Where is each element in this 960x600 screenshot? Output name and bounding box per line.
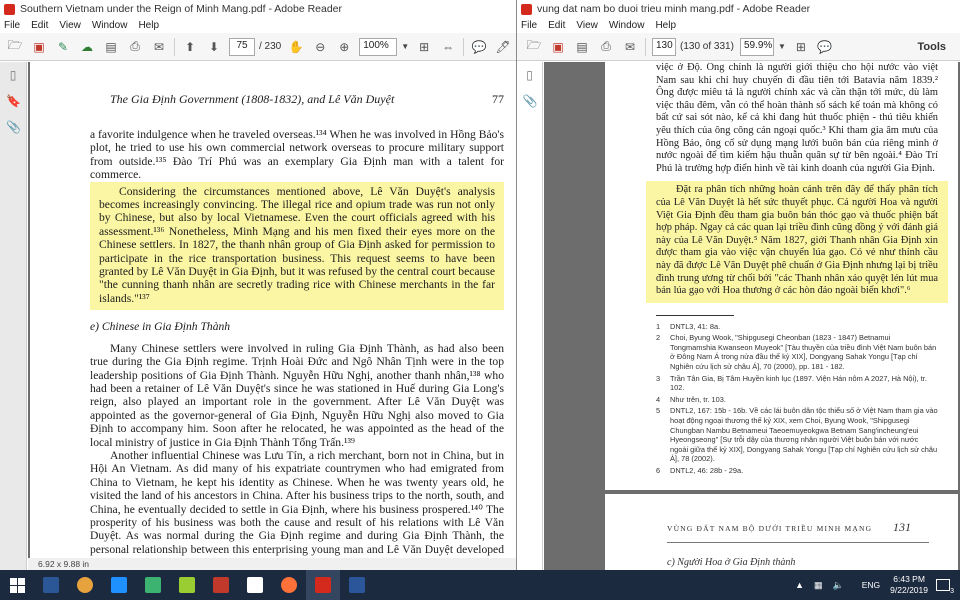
bookmarks-icon[interactable]: 🔖 [6,94,21,108]
right-window-title: vung dat nam bo duoi trieu minh mang.pdf - Adobe Reader [537,3,811,15]
app-icon[interactable] [34,570,68,600]
page-size-status: 6.92 x 9.88 in [28,558,517,570]
tools-button[interactable]: Tools [917,40,946,53]
menu-edit[interactable]: Edit [31,20,49,31]
volume-icon[interactable]: 🔈 [832,579,844,590]
page-total: / 230 [259,41,282,52]
windows-logo-icon [10,578,25,593]
zoom-input[interactable]: 59.9% [740,38,774,56]
time: 6:43 PM [893,574,925,584]
running-head: VÙNG ĐẤT NAM BỘ DƯỚI TRIỀU MINH MẠNG [667,524,873,533]
page-body [656,62,938,478]
running-head [110,92,504,107]
email-icon[interactable]: ✉ [153,39,165,54]
toolbar-divider [463,38,464,56]
right-titlebar[interactable] [517,0,960,18]
print-icon[interactable]: ⎙ [130,39,140,53]
footnote: 4 Như trên, tr. 103. [656,394,726,404]
app-icon[interactable] [136,570,170,600]
page-number: 131 [893,520,911,534]
hand-tool-icon[interactable]: ✋ [288,39,304,54]
left-menubar [0,18,516,33]
zoom-in-icon[interactable]: ⊕ [339,39,350,54]
adobe-icon [213,577,229,593]
firefox-icon[interactable] [272,570,306,600]
app-icon[interactable] [238,570,272,600]
save-icon[interactable]: ▤ [105,39,117,54]
footnote: 1 DNTL3, 41: 8a. [656,321,721,331]
highlight-icon[interactable]: 🖊 [495,39,511,54]
footnote: 2 Choi, Byung Wook, "Shipgusegi Cheonban (1823 - 1847) Betnamui Tongmamshia Kwanseon Muyeok" [Tàu thuyền của triều đình Việt Nam buôn bán ở Đông Nam Á trong nửa đầu thế kỷ XIX], Dongyang Sahak Yongu [Tạp chí Nghiên cứu lịch sử châu Á], 70 (2000), pp. 181 - 182. [656,333,937,372]
show-hidden-icons-icon[interactable]: ▲ [795,580,805,590]
header-rule [667,542,929,543]
highlighted-paragraph: Đặt ra phân tích những hoàn cảnh trên đây để thấy phân tích của Lê Văn Duyệt là hết sức thuyết phục. Cả người Hoa và người Việt Gia Định đều tham gia buôn bán thóc gạo và thuốc phiện bất hợp pháp. Ngay cả các quan lại triều đình cũng đồng ý với đánh giá này của Lê Văn Duyệt.⁵ Năm 1827, giới Thanh nhân Gia Định xin được tham gia vào việc vận chuyển lúa gạo. Có vẻ như thỉnh cầu này đã được Lê Văn Duyệt phê chuẩn ở Gia Định nhưng lại bị triều đình trung ương từ chối bởi "các Thanh nhân xảo quyệt lén lút mua bán lúa gạo với Hoa thương ở các hòn đảo ngoài biển khơi".⁶ [646,181,948,302]
email-icon[interactable]: ✉ [624,39,636,54]
notification-icon[interactable] [936,579,954,595]
right-navigation-pane [517,62,543,570]
pdf-page-77 [30,62,516,570]
previous-page-icon[interactable]: ⬆ [184,39,196,54]
open-folder-icon[interactable]: 🗁 [526,38,542,52]
language-indicator[interactable]: ENG [861,580,881,590]
attachments-icon[interactable]: 📎 [522,94,538,108]
word-icon[interactable] [340,570,374,600]
edit-icon[interactable]: ✎ [57,39,69,54]
menu-help[interactable]: Help [138,20,160,31]
system-tray [795,570,960,600]
page-body [90,128,504,570]
zoom-input[interactable]: 100% [359,38,397,56]
attachments-icon[interactable]: 📎 [6,120,21,134]
network-icon[interactable]: ▦ [814,579,823,590]
menu-view[interactable]: View [576,20,598,31]
notification-count: 3 [950,588,954,595]
adobe-reader-taskbar-icon[interactable] [306,570,340,600]
create-pdf-icon[interactable]: ▣ [33,39,45,54]
print-icon[interactable]: ⎙ [601,39,611,53]
file-icon [247,577,263,593]
cloud-upload-icon[interactable]: ☁ [81,39,93,54]
comment-icon[interactable]: 💬 [817,39,833,54]
clock[interactable] [890,574,928,596]
vs-icon [43,577,59,593]
menu-window[interactable]: Window [608,20,645,31]
pdf-page-131 [605,494,958,570]
toolbar-divider [174,38,175,56]
footnote: 5 DNTL2, 167: 15b - 16b. Về các lái buôn dân tộc thiểu số ở Việt Nam tham gia vào hoạt động ngoại thương thế kỷ XIX, xem Choi, Byung Wook, "Shipgusegi Chungban Nambu Betnameui Taeoemuyeokgwa Betnam Sang'incheung'eui Hyeongseong" [Sự trỗi dậy của thương nhân người Việt buôn bán với nước ngoài giữa thế kỷ XIX], Dongyang Sahak Yongu [Tạp chí Nghiên cứu lịch sử châu Á], 78 (2002). [656,406,938,464]
app-icon-blue [111,577,127,593]
app-icon-green [145,577,161,593]
right-document-area [544,62,960,570]
footnote-rule [656,315,734,316]
fit-page-icon[interactable]: ⊞ [419,39,430,54]
page-info: (130 of 331) [680,41,734,52]
adobe-reader-icon [521,4,532,15]
toolbar-divider [645,38,646,56]
right-reader-window [517,0,960,570]
create-pdf-icon[interactable]: ▣ [552,39,564,54]
menu-view[interactable]: View [59,20,81,31]
zoom-out-icon[interactable]: ⊖ [315,39,326,54]
paragraph: Another influential Chinese was Lưu Tín, a rich merchant, born not in China, but in Hội An Vietnam. As did many of his expatriate countrymen who had emigrated from China to Vietnam, he kept his identity as Chinese. When he was twenty years old, he visited the land of his ancestors in China. After his business trips to the north, south, and China, he eventually decided to settle in Gia Định, where his business prospered.¹⁴⁰ The prosperity of his business was both the cause and result of his relations with Lê Văn Duyệt. As was normal during the Gia Định regime and during Gia Định Thành, the personal relationship between this enterprising young man and Lê Văn Duyệt developed [90,448,504,556]
zoom-dropdown-icon[interactable]: ▼ [777,42,786,51]
open-folder-icon[interactable]: 🗁 [7,38,23,52]
footnote: 6 DNTL2, 46: 28b - 29a. [656,466,744,475]
adobe-reader-icon [4,4,15,15]
app-icon-lime [179,577,195,593]
page-thumbnails-icon[interactable]: ▯ [526,68,533,82]
menu-window[interactable]: Window [91,20,128,31]
windows-taskbar [0,570,960,600]
left-navigation-pane [0,62,27,570]
left-toolbar [0,33,516,61]
menu-help[interactable]: Help [655,20,677,31]
app-icon[interactable] [68,570,102,600]
app-icon[interactable] [102,570,136,600]
right-menubar [517,18,960,33]
left-window-title: Southern Vietnam under the Reign of Minh Mang.pdf - Adobe Reader [20,3,343,15]
save-icon[interactable]: ▤ [576,39,588,54]
app-icon[interactable] [204,570,238,600]
paragraph: a favorite indulgence when he traveled overseas.¹³⁴ When he was involved in Hồng Bảo's plot, he tried to use his own commercial network overseas to procure military support from outside.¹³⁵ Đào Trí Phú was an exemplary Gia Định man with a talent for commerce. [90,128,505,182]
footnote: 3 Trần Tân Gia, Bị Tâm Huyền kinh lục (1897. Viện Hán nôm A 2027, Hà Nội), tr. 102. [656,373,927,393]
page-number-input[interactable]: 75 [229,38,255,56]
next-page-icon[interactable]: ⬇ [208,39,220,54]
highlighted-paragraph: Considering the circumstances mentioned above, Lê Văn Duyệt's analysis becomes increasingly convincing. The illegal rice and opium trade was run not only by Chinese, but also by local Vietnamese. Even the court officials agreed with his assessment.¹³⁶ Nonetheless, Minh Mạng and his men fixed their eyes more on the Chinese settlers. In 1827, the thanh nhân group of Gia Định asked for permission to participate in the rice transportation business. This request seems to have been granted by Lê Văn Duyệt in Gia Định, but it was refused by the central court because "the cunning thanh nhân are secretly trading rice with Chinese merchants in the far islands."¹³⁷ [90,182,504,311]
fit-width-icon[interactable]: ⇔ [442,39,455,54]
page-thumbnails-icon[interactable]: ▯ [9,68,17,82]
fit-page-icon[interactable]: ⊞ [795,39,806,54]
zoom-dropdown-icon[interactable]: ▼ [401,42,410,51]
running-head-text: The Gia Định Government (1808-1832), and Lê Văn Duyệt [110,92,395,106]
left-document-area [28,62,516,570]
section-heading: e) Chinese in Gia Định Thành [90,320,231,334]
menu-file[interactable]: File [521,20,538,31]
paragraph: Many Chinese settlers were involved in ruling Gia Định Thành, as had also been true during the Gia Định regime. Trịnh Hoài Đức and Ngô Nhân Tịnh were in the top leadership positions of Gia Định Thành. Nguyễn Hữu Nghị, another thanh nhân,¹³⁸ who had been a retainer of Lê Văn Duyệt's since he was stationed in Huế during Gia Long's reign, also played an important role in the government. After Lê Văn Duyệt was appointed as the governor-general of Gia Định, Nguyễn Hữu Nghị also moved to Gia Định to accompany him. Soon after he relocated, he was appointed as the head of the local ministry of justice in Gia Định Thành Tổng Trấn.¹³⁹ [90,341,504,449]
media-icon [77,577,93,593]
left-titlebar[interactable] [0,0,516,18]
pdf-page-130 [605,62,958,490]
start-button[interactable] [0,570,34,600]
page-number: 77 [492,92,504,106]
section-heading: c) Người Hoa ở Gia Định thành [667,557,796,568]
app-icon[interactable] [170,570,204,600]
page-number-input[interactable]: 130 [652,38,676,56]
date: 9/22/2019 [890,585,928,595]
menu-edit[interactable]: Edit [548,20,566,31]
right-toolbar [517,33,960,61]
menu-file[interactable]: File [4,20,21,31]
comment-icon[interactable]: 💬 [471,39,487,54]
paragraph: việc ở Độ. Ông chính là người giới thiệu cho hội nước vào việt Nam sau khi chỉ huy chuyến đi đầu tiên tới Batavia năm 1839.² Ông được miêu tả là người chính xác và cần thận tới mức, dù làm việc thâu đêm, vẫn có thể hoàn thành số sách kế toán mà không có bất cứ sai sót nào, kể cả khi đang hút thuốc phiện - thú tiêu khiển yêu thích của ông công cán ngoại quốc.³ Khi tham gia âm mưu của Hồng Bảo, ông cố sử dụng mạng lưới buôn bán của riêng mình ở nước ngoài để tìm kiếm hậu thuẫn quân sự từ bên ngoài.⁴ Đào Trí Phú là trường hợp điển hình về tài kinh doanh của người Gia Định. [656,62,938,174]
